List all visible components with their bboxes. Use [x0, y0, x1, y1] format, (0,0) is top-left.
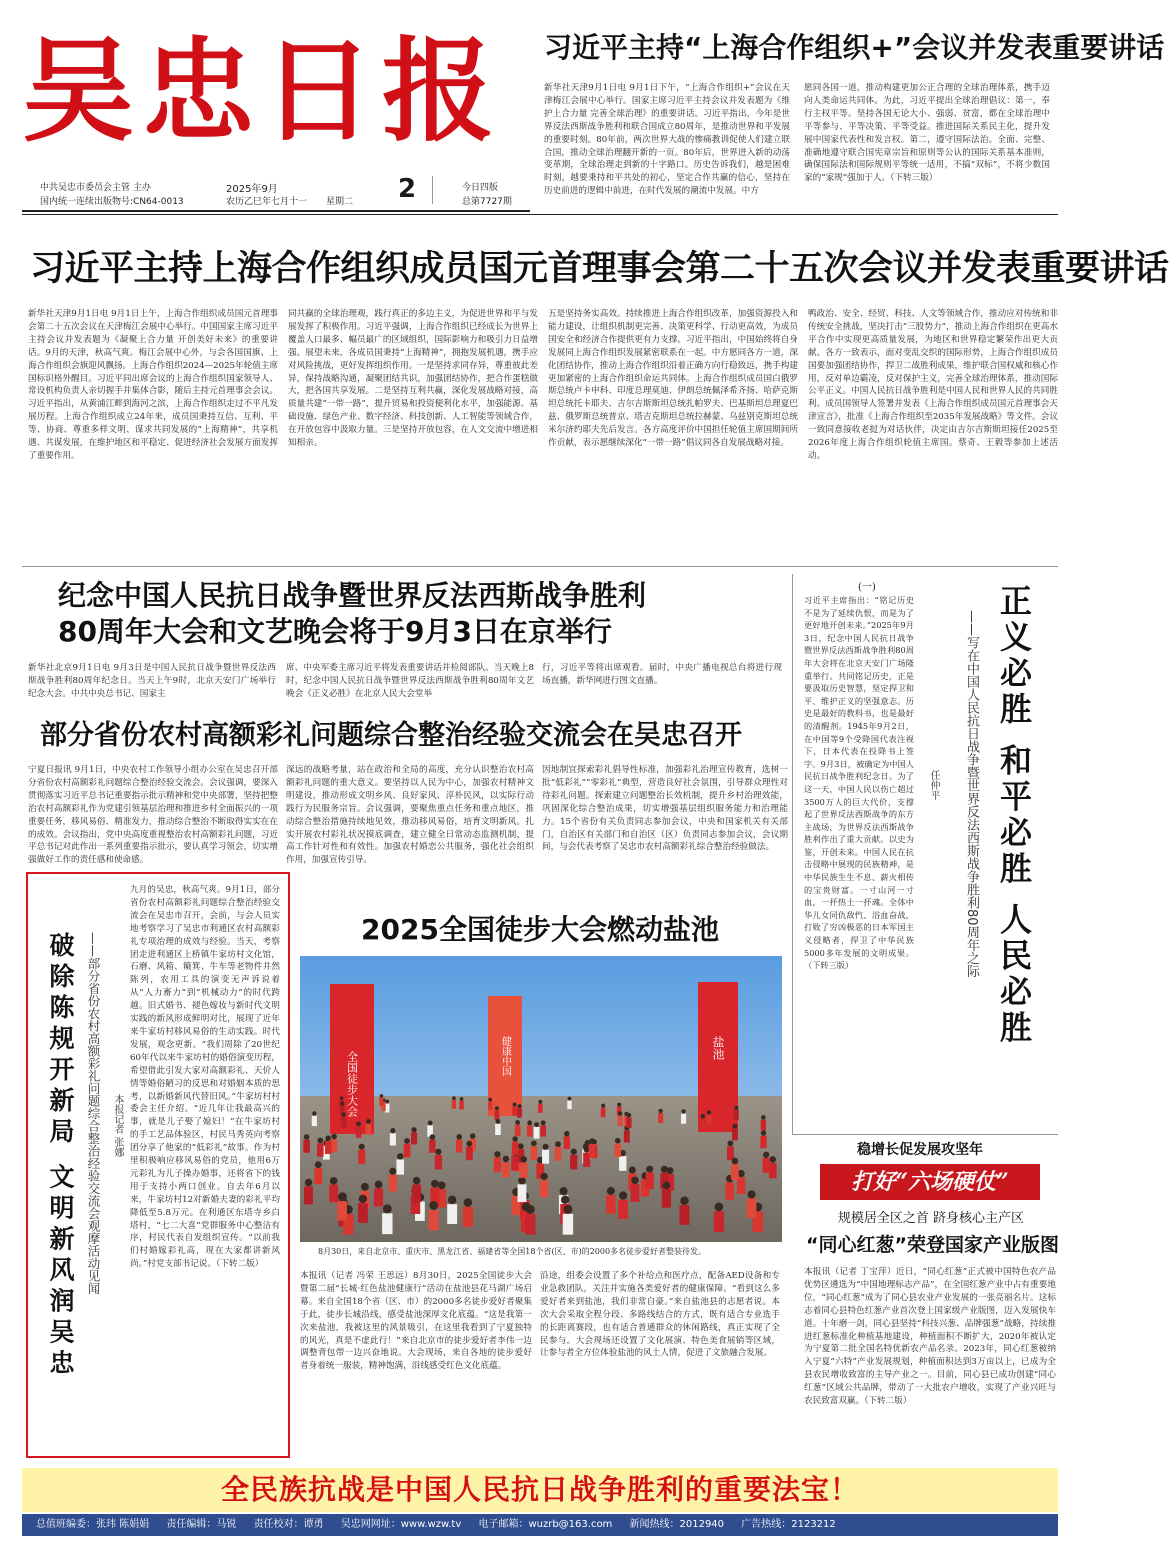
walker — [520, 1163, 528, 1178]
walker-head — [495, 1106, 499, 1110]
walker-head — [734, 1106, 738, 1110]
walker — [570, 1155, 577, 1170]
walker — [542, 1150, 549, 1164]
walker — [714, 1211, 724, 1232]
walker-head — [543, 1144, 549, 1150]
walker — [538, 1104, 543, 1113]
walker-head — [431, 1180, 439, 1188]
footer-editor: 责任编辑：马锐 — [166, 1519, 237, 1530]
banner-left-text: 全国徒步大会 — [345, 1051, 359, 1117]
walker — [614, 1144, 621, 1157]
walker-head — [661, 1166, 668, 1173]
walker-head — [389, 1168, 396, 1175]
walker — [314, 1168, 322, 1184]
walker-head — [460, 1097, 464, 1101]
walker — [329, 1185, 338, 1203]
walker — [358, 1150, 365, 1164]
essay-divider — [792, 574, 793, 1134]
steady-body: 本报讯（记者 丁宝萍）近日，“同心红葱”正式被中国特色农产品优势区遴选为“中国地理标志产品”，在全国红葱产业中占有重要地位，“同心红葱”成为了同心县农业产业发展的一张亮丽名片。这标志着同心县特色红葱产业首次登上国家级产业版图，迈入发展快车道。十年磨一剑，同心县坚持“科技兴葱、品牌强葱”战略，持续推进红葱标准化种植基地建设，种植面积不断扩大，2020年被认定为宁夏第二批全国名特优新农产品名录。2023年，同心红葱被纳入宁夏“六特”产业发展规划，种植面积达到3万亩以上，已成为全县农民增收致富的主导产业之一。目前，同心县已成功创建“同心红葱”区域公共品牌，带动了一大批农户增收，实现了产业兴旺与农民致富双赢。（下转二版） — [804, 1267, 1056, 1407]
walker-head — [619, 1191, 627, 1199]
lunar-date: 农历乙巳年七月十一 — [226, 197, 308, 207]
walker-head — [763, 1152, 769, 1158]
walker-head — [304, 1134, 310, 1140]
walker — [358, 1203, 368, 1223]
walker-head — [714, 1202, 723, 1211]
walker-head — [366, 1119, 371, 1124]
masthead-rule — [22, 210, 530, 212]
walker — [304, 1186, 313, 1204]
walk-photo-svg — [300, 956, 782, 1242]
walker — [760, 1136, 766, 1148]
masthead-cn: 国内统一连续出版物号:CN64-0013 — [40, 197, 184, 207]
walker-head — [435, 1149, 441, 1155]
walker-head — [732, 1124, 737, 1129]
walker — [761, 1120, 766, 1131]
walker-head — [413, 1177, 421, 1185]
issue-number: 总第7727期 — [462, 197, 512, 207]
walker-head — [555, 1141, 561, 1147]
walk-col1: 本报讯（记者 冯荣 王思远）8月30日，2025全国徒步大会暨第二届“长城·红色盐池健康行”活动在盐池县花马湖广场启幕。来自全国18个省（区、市）的2000多名徒步爱好者聚集于此，徒步长城沿线，感受盐池深厚文化底蕴。“这是我第一次来盐池，我被这里的风景吸引，在这里我看到了宁夏独特的风光，真是不虚此行！”来自北京市的徒步爱好者李伟一边调整背包带一边兴奋地说。大会现场，来自各地的徒步爱好者身着统一服装，精神饱满，沿线感受红色文化底蕴。 — [300, 1271, 532, 1372]
feature-byline: 本报记者 张娜 — [112, 1094, 123, 1158]
essay-title: 正义必胜 和平必胜 人民必胜 — [995, 584, 1033, 1047]
walker-head — [338, 1193, 346, 1201]
walker-head — [561, 1195, 569, 1203]
walker-head — [512, 1136, 518, 1142]
walker — [341, 1117, 346, 1127]
gala-col3: 行，习近平等将出席观看。届时，中央广播电视总台将进行现场直播，新华网进行图文直播。 — [542, 663, 782, 686]
walker — [356, 1126, 362, 1137]
page-footer — [22, 1514, 1058, 1536]
walker-head — [627, 1113, 632, 1118]
walker-head — [330, 1177, 338, 1185]
walker — [725, 1182, 734, 1199]
walker-head — [361, 1183, 369, 1191]
walker-head — [526, 1205, 535, 1214]
steady-slogan: 打好“六场硬仗” — [851, 1169, 1009, 1195]
walker — [404, 1144, 411, 1157]
footer-email: 电子邮箱：wuzrb@163.com — [478, 1519, 613, 1530]
walker — [325, 1141, 332, 1154]
walker — [646, 1173, 654, 1189]
feature-body: 九月的吴忠，秋高气爽。9月1日，部分省份农村高额彩礼问题综合整治经验交流会在吴忠市召开，会前，与会人员实地考察学习了吴忠市利通区农村高额彩礼专项治理的成效与经验。当天，考察团走进利通区上桥镇牛家坊村文化馆，石磨、风箱、簸箕、牛车等老物件井然陈列，农用工具的演变无声诉说着从“人力畜力”到“机械动力”的时代跨越。旧式婚书、褪色嫁妆与新时代文明实践的新风形成鲜明对比，展现了近年来牛家坊村移风易俗的生动实践。时代发展，观念更新。“我们周除了20世纪60年代以来牛家坊村的婚俗演变历程，希望借此引发大家对高额彩礼、天价人情等婚俗陋习的反思和对婚姻本质的思考，以新婚新风代替旧风。”牛家坊村村委会主任介绍。“近几年让我最高兴的事，就是儿子娶了媳妇！”在牛家坊村的手工艺品体验区，村民马秀英向考察团分享了他家的“低彩礼”故事。作为村里积极响应移风易俗的党员，他用6万元彩礼为儿子操办婚事，还将省下的钱用于支持小两口创业。自去年6月以来，牛家坊村12对新婚夫妻的彩礼平均降低至5.8万元。在利通区东塔寺乡白塔村，“七二大喜”党群服务中心整洁有序，村民代表自发组织宣传。“以前我们村婚嫁彩礼高，现在大家都讲新风尚。”村党支部书记说。（下转二版） — [130, 885, 280, 1270]
walker — [769, 1163, 777, 1178]
walker-head — [430, 1134, 436, 1140]
walker — [679, 1205, 689, 1225]
walker — [515, 1125, 521, 1136]
walker — [382, 1213, 392, 1234]
walker — [518, 1184, 527, 1202]
essay-body: 习近平主席指出：“铭记历史不是为了延续仇恨，而是为了更好地开创未来。”2025年9月3日，纪念中国人民抗日战争暨世界反法西斯战争胜利80周年大会将在北京天安门广场隆重举行。共同铭记历史，正是要汲取历史智慧，坚定捍卫和平、维护正义的坚强意志。历史是最好的教科书，也是最好的清醒剂。1945年9月2日，在中国等9个受降国代表注视下，日本代表在投降书上签字。9月3日，被确定为中国人民抗日战争胜利纪念日。为了这一天，中国人民以伤亡超过3500万人的巨大代价，支撑起了世界反法西斯战争的东方主战场，为世界反法西斯战争胜利作出了重大贡献。以史为鉴，开创未来。中国人民在抗击侵略中展现的民族精神，是中华民族生生不息、薪火相传的宝贵财富。一寸山河一寸血，一抔热土一抔魂。全体中华儿女同仇敌忾、浴血奋战，打败了穷凶极恶的日本军国主义侵略者，捍卫了中华民族5000多年发展的文明成果。（下转三版） — [804, 595, 914, 971]
walker-head — [359, 1144, 365, 1150]
lead-story-col1: 新华社天津9月1日电 9月1日上午，上海合作组织成员国元首理事会第二十五次会议在天津梅江会展中心举行。中国国家主席习近平主持会议并发表题为《凝聚上合力量 开创美好未来》的重要讲话。9月的天津，秋高气爽。梅江会展中心外，与会各国国旗、上海合作组织会旗迎风飘扬。上海合作组织2024—2025年轮值主席国标识格外醒目。习近平同出席会议的上海合作组织国家领导人、常设机构负责人亲切握手并集体合影，随后主持元首理事会会议。习近平指出，从黄浦江畔到海河之滨，上海合作组织走过不平凡发展历程。上海合作组织成立24年来，成员国秉持互信、互利、平等、协商、尊重多样文明、谋求共同发展的“上海精神”，共享机遇、共谋发展，在维护地区和平稳定、促进经济社会发展方面发挥了重要作用。 — [28, 309, 278, 461]
walker — [727, 1146, 734, 1160]
walker-head — [732, 1158, 739, 1165]
walker-head — [305, 1179, 313, 1187]
walker-head — [341, 1112, 345, 1116]
footer-website: 吴忠网网址：www.wzw.tv — [340, 1519, 462, 1530]
walker — [466, 1147, 473, 1161]
masthead-title: 吴忠日报 — [22, 26, 502, 157]
walker — [435, 1155, 442, 1170]
lead-story-col2: 同共赢的全球治理观，践行真正的多边主义，为促进世界和平与发展发挥了积极作用。习近平强调，上海合作组织已经成长为世界上覆盖人口最多、幅员最广的区域组织，国际影响力和吸引力日益增强。展望未来，各成员国秉持“上海精神”，拥抱发展机遇，携手应对风险挑战，更好发挥组织作用。一是坚持求同存异，尊重彼此差异，保持战略沟通，凝聚团结共识，加强团结协作，把合作蛋糕做大，把各国共享发展。二是坚持互利共赢，深化发展战略对接，高质量共建“一带一路”，提升贸易和投资便利化水平，加强能源、基础设施、绿色产业、数字经济、科技创新、人工智能等领域合作，在开放包容中汲取力量。三是坚持开放包容，在人文交流中增进相知相亲。 — [288, 309, 538, 449]
top-story-col1: 新华社天津9月1日电 9月1日下午，“上海合作组织+”会议在天津梅江会展中心举行。国家主席习近平主持会议并发表题为《维护上合力量 完善全球治理》的重要讲话。习近平指出，今年是世界反法西斯战争胜利和联合国成立80周年，是推动世界和平发展的重要时刻。80年前，两次世界大战的惨痛教训促使人们建立联合国，推动全球治理翻开新的一页。80年后，世界进入新的动荡变革期，全球治理走到新的十字路口。历史告诉我们，越是困难时刻，越要秉持和平共处的初心，坚定合作共赢的信心，坚持在历史前进的逻辑中前进，在时代发展的潮流中发展。中方 — [544, 83, 790, 197]
walker-head — [411, 1127, 416, 1132]
walker-head — [520, 1156, 527, 1163]
walker — [626, 1117, 631, 1128]
walker — [331, 1139, 337, 1152]
walker — [731, 1164, 739, 1180]
steady-title: “同心红葱”荣登国家产业版图 — [806, 1234, 1059, 1256]
walker-head — [564, 1131, 569, 1136]
walker-head — [617, 1103, 621, 1107]
walker — [303, 1140, 309, 1153]
walker — [488, 1101, 492, 1110]
walker — [312, 1116, 317, 1126]
walker-head — [340, 1102, 344, 1106]
walker — [494, 1157, 501, 1172]
walker-head — [390, 1128, 395, 1133]
walker-head — [728, 1141, 734, 1147]
walker — [747, 1199, 757, 1218]
walker-head — [466, 1141, 472, 1147]
walker-head — [607, 1187, 615, 1195]
walker — [540, 1180, 549, 1197]
walker — [390, 1133, 396, 1145]
walker — [681, 1114, 686, 1124]
footer-news-hotline: 新闻热线：2012940 — [629, 1519, 725, 1530]
walker-head — [538, 1100, 542, 1104]
walker — [317, 1143, 324, 1156]
gala-title-line2: 80周年大会和文艺晚会将于9月3日在京举行 — [58, 615, 612, 648]
lead-story-col3: 五是坚持务实高效。持续推进上海合作组织改革，加强资源投入和能力建设，让组织机制更完善、决策更科学、行动更高效，为成员国安全和经济合作提供更有力支撑。习近平指出，中国始终将自身发展同上海合作组织发展紧密联系在一起。中方愿同各方一道，深化团结协作，推动上海合作组织沿着正确方向行稳致远，携手构建更加紧密的上海合作组织命运共同体。上海合作组织成员国白俄罗斯总统卢卡申科、印度总理莫迪、伊朗总统佩泽希齐扬、哈萨克斯坦总统托卡耶夫、吉尔吉斯斯坦总统扎帕罗夫、巴基斯坦总理夏巴兹、俄罗斯总统普京、塔吉克斯坦总统拉赫蒙、乌兹别克斯坦总统米尔济约耶夫先后发言。各方高度评价中国担任轮值主席国期间所作贡献，表示愿继续深化“一带一路”倡议同各自发展战略对接。 — [548, 309, 798, 449]
walker-head — [340, 1096, 344, 1100]
walker-head — [761, 1115, 766, 1120]
walker-head — [518, 1143, 524, 1149]
walker-head — [496, 1119, 501, 1124]
walker — [517, 1108, 522, 1118]
walker — [619, 1156, 626, 1171]
walker-head — [540, 1173, 547, 1180]
walker — [374, 1188, 383, 1206]
walker-head — [680, 1196, 689, 1205]
walker-head — [568, 1097, 572, 1101]
walk-photo — [300, 956, 782, 1242]
walker — [429, 1140, 435, 1153]
masthead-divider — [432, 176, 433, 204]
walker-head — [513, 1102, 517, 1106]
page-count: 今日四版 — [462, 183, 499, 193]
walker-head — [464, 1198, 473, 1207]
footer-ad-hotline: 广告热线：2123212 — [741, 1519, 836, 1530]
gala-col1: 新华社北京9月1日电 9月3日是中国人民抗日战争暨世界反法西斯战争胜利80周年纪念日。当天上午9时，北京天安门广场举行纪念大会。中共中央总书记、国家主 — [28, 663, 276, 699]
walker-head — [761, 1130, 766, 1135]
lead-story-col4: 鸭政治、安全、经贸、科技、人文等领域合作，推动应对传统和非传统安全挑战，坚决打击“三股势力”，推动上海合作组织在更高水平合作中实现更高质量发展，为地区和世界稳定繁荣作出更大贡献。各方一致表示，面对变乱交织的国际形势，上海合作组织成员国要加强团结协作，捍卫二战胜利成果，维护联合国权威和核心作用，反对单边霸凌，反对保护主义，完善全球治理体系，推动国际公平正义。中国人民抗日战争胜利是中国人民和世界人民的共同胜利。成员国领导人签署并发表《上海合作组织成员国元首理事会天津宣言》，批准《上海合作组织至2035年发展战略》等文件。会议一致同意接收老挝为对话伙伴，决定由吉尔吉斯斯坦接任2025至2026年度上海合作组织轮值主席国。蔡奇、王毅等参加上述活动。 — [808, 309, 1058, 461]
walker-head — [541, 1120, 546, 1125]
walker-head — [385, 1100, 389, 1104]
walker — [525, 1214, 535, 1235]
walker — [411, 1132, 417, 1144]
walker-head — [571, 1149, 577, 1155]
walker-head — [317, 1138, 323, 1144]
walker — [412, 1184, 421, 1202]
walker-head — [488, 1098, 492, 1102]
walker — [631, 1184, 640, 1202]
top-story-col2: 愿同各国一道，推动构建更加公正合理的全球治理体系，携手迈向人类命运共同体。为此，习近平提出全球治理倡议：第一，奉行主权平等。坚持各国无论大小、强弱、贫富，都在全球治理中平等参与、平等决策、平等受益。推进国际关系民主化，提升发展中国家代表性和发言权。第二，遵守国际法治。全面、完整、准确地遵守联合国宪章宗旨和原则等公认的国际关系基本准则，确保国际法和国际规则平等统一适用，不搞“双标”，不将少数国家的“家规”强加于人。（下转三版） — [804, 83, 1050, 184]
walker-head — [383, 1204, 392, 1213]
walker-head — [331, 1134, 337, 1140]
walker-head — [312, 1111, 316, 1115]
feature-title: 破除陈规开新局 文明新风润吴忠 — [46, 932, 75, 1381]
walker — [700, 1119, 705, 1130]
walker-head — [428, 1121, 433, 1126]
walker-head — [701, 1114, 706, 1119]
walker-head — [494, 1151, 500, 1157]
walker-head — [631, 1177, 639, 1185]
walker — [706, 1115, 711, 1125]
top-story-title: 习近平主持“上海合作组织+”会议并发表重要讲话 — [544, 31, 1165, 64]
walker-head — [563, 1205, 572, 1214]
walker-head — [375, 1181, 383, 1189]
walker-head — [747, 1190, 755, 1198]
walker-head — [707, 1110, 711, 1114]
gala-col2: 席、中央军委主席习近平将发表重要讲话并检阅部队。当天晚上8时，纪念中国人民抗日战争暨世界反法西斯战争胜利80周年文艺晚会《正义必胜》在北京人民大会堂举 — [286, 663, 534, 699]
walker-head — [589, 1138, 595, 1144]
gala-title-line1: 纪念中国人民抗日战争暨世界反法西斯战争胜利 — [58, 579, 647, 612]
walker — [379, 1098, 383, 1106]
walker-head — [356, 1121, 361, 1126]
walker-head — [658, 1109, 662, 1113]
walker — [429, 1210, 439, 1230]
walker — [555, 1147, 562, 1161]
walker — [389, 1175, 397, 1192]
walker-head — [662, 1182, 670, 1190]
lottery-col2: 深远的战略考量，站在政治和全局的高度，充分认识整治农村高额彩礼问题的重大意义。要坚持以人民为中心，加强农村精神文明建设，推动形成文明乡风、良好家风、淳朴民风，以实际行动践行为民服务宗旨。会议强调，要聚焦重点任务和重点地区，推动综合整治措施持续地见效，推动移风易俗，培育文明新风。扎实开展农村彩礼状况摸底调查，建立健全日常动态监测机制，提高工作针对性和有效性。加强农村婚恋公共服务，强化社会组织作用，加强宣传引导。 — [286, 765, 534, 866]
walker-head — [359, 1195, 367, 1203]
walker — [502, 1162, 510, 1177]
walker — [662, 1189, 671, 1207]
walker — [459, 1101, 463, 1110]
walk-title: 2025全国徒步大会燃动盐池 — [361, 913, 719, 946]
walker — [452, 1100, 456, 1109]
walker-head — [452, 1096, 456, 1100]
walker-head — [517, 1104, 521, 1108]
walker-head — [534, 1122, 539, 1127]
walker — [540, 1125, 546, 1136]
walk-caption: 8月30日，来自北京市、重庆市、黑龙江省、福建省等全国18个省(区、市)的2000多名徒步爱好者整装待发。 — [318, 1247, 707, 1256]
walker-head — [681, 1109, 685, 1113]
issue-date: 2025年9月 — [226, 184, 278, 195]
walker-head — [470, 1133, 475, 1138]
steady-label: 稳增长促发展攻坚年 — [857, 1142, 983, 1158]
walker — [456, 1140, 462, 1153]
walker — [762, 1158, 769, 1173]
weekday: 星期二 — [326, 197, 354, 207]
walker — [732, 1129, 738, 1141]
walk-col2: 沿途，组委会设置了多个补给点和医疗点，配备AED设备和专业急救团队，关注并实施各类爱好者的健康保障。“看到这么多爱好者来到盐池，我们非常自豪。”来自盐池县的志愿者说。本次大会采取全程分段、多路线结合的方式，既有适合专业选手的长距离赛段，也有适合普通群众的休闲路线，真正实现了全民参与。大会现场还设置了文化展演、特色美食展销等区域，让参与者全方位体验盐池的风土人情，促进了文旅融合发展。 — [540, 1271, 780, 1359]
slogan-banner: 全民族抗战是中国人民抗日战争胜利的重要法宝！ — [220, 1473, 859, 1506]
walker-head — [503, 1156, 510, 1163]
essay-subtitle: ——写在中国人民抗日战争暨世界反法西斯战争胜利80周年之际 — [964, 610, 979, 978]
walker — [624, 1131, 630, 1143]
walker-head — [560, 1187, 568, 1195]
lottery-col1: 宁夏日报讯 9月1日，中央农村工作领导小组办公室在吴忠召开部分省份农村高额彩礼问题综合整治经验交流会。会议强调，要深入贯彻落实习近平总书记重要指示批示精神和党中央部署，坚持把整治农村高额彩礼作为党建引领基层治理和推进乡村全面振兴的一项重要任务，移风易俗、精准发力，推动综合整治不断取得实实在在的成效。会议指出，党中央高度重视整治农村高额彩礼问题，习近平总书记对此作出一系列重要指示批示，要认真学习领会，切实增强做好工作的责任感和使命感。 — [28, 765, 278, 866]
walker-head — [527, 1120, 532, 1125]
walker-head — [615, 1138, 621, 1144]
walker-head — [397, 1153, 403, 1159]
walker — [463, 1207, 473, 1227]
lead-rule — [22, 566, 1058, 567]
walker-head — [456, 1134, 462, 1140]
walker — [494, 1110, 499, 1120]
walker-head — [531, 1140, 537, 1146]
walker-head — [448, 1196, 457, 1205]
lead-story-title: 习近平主持上海合作组织成员国元首理事会第二十五次会议并发表重要讲话 — [30, 249, 1169, 289]
walker-head — [618, 1111, 622, 1115]
footer-editor-chief: 总值班编委：张玮 陈娟娟 — [36, 1519, 150, 1530]
banner-right-text: 盐池 — [711, 1036, 725, 1060]
walker — [734, 1110, 739, 1120]
walker-head — [515, 1120, 520, 1125]
walker-head — [404, 1138, 410, 1144]
walker — [366, 1124, 372, 1135]
issue-day: 2 — [398, 174, 417, 204]
walker — [567, 1100, 571, 1109]
section-rule — [22, 214, 1058, 215]
walker — [447, 1204, 457, 1224]
walker-head — [646, 1166, 653, 1173]
steady-rule — [792, 1134, 1058, 1135]
walker — [563, 1214, 573, 1235]
lottery-title: 部分省份农村高额彩礼问题综合整治经验交流会在吴忠召开 — [40, 720, 742, 751]
essay-author: 任仲平 — [928, 770, 939, 800]
walker-head — [629, 1166, 636, 1173]
steady-kicker: 规模居全区之首 跻身核心主产区 — [837, 1211, 1025, 1226]
walker — [337, 1201, 347, 1221]
walker — [618, 1116, 623, 1126]
walker — [534, 1127, 540, 1139]
walker-head — [315, 1161, 322, 1168]
walker-head — [769, 1156, 776, 1163]
walker-head — [325, 1135, 331, 1141]
walker-head — [380, 1094, 384, 1098]
walker — [658, 1113, 663, 1123]
banner-mid-text: 健康中国 — [499, 1036, 511, 1076]
lottery-col3: 因地制宜探索彩礼倡导性标准，加强彩礼治理宣传教育，选树一批“低彩礼”“零彩礼”典型，营造良好社会氛围，引导群众理性对待彩礼问题。探索建立问题整治长效机制，提升乡村治理效能，巩固深化综合整治成果，切实增强基层组织服务能力和治理能力。15个省份有关负责同志参加会议，中央和国家机关有关部门，自治区有关部门和自治区（区）负责同志参加会议，会议期间，与会代表考察了吴忠市农村高额彩礼综合整治经验做法。 — [542, 765, 788, 853]
masthead-org: 中共吴忠市委员会主管 主办 — [40, 183, 151, 193]
walker — [512, 1142, 519, 1155]
walker — [530, 1146, 537, 1160]
walker — [495, 1124, 501, 1135]
walker — [512, 1106, 517, 1115]
walker — [564, 1136, 570, 1149]
essay-number: (一) — [858, 582, 876, 593]
walker — [606, 1195, 615, 1214]
walker-head — [601, 1104, 605, 1108]
walker — [618, 1200, 628, 1219]
walker — [601, 1108, 606, 1117]
footer-proofreader: 责任校对：谭勇 — [253, 1519, 324, 1530]
walker-head — [429, 1201, 438, 1210]
walker — [527, 1125, 533, 1136]
walker — [396, 1160, 404, 1175]
walker — [589, 1144, 596, 1157]
feature-subtitle: ——部分省份农村高额彩礼问题综合整治经验交流会观摩活动见闻 — [86, 932, 101, 1295]
